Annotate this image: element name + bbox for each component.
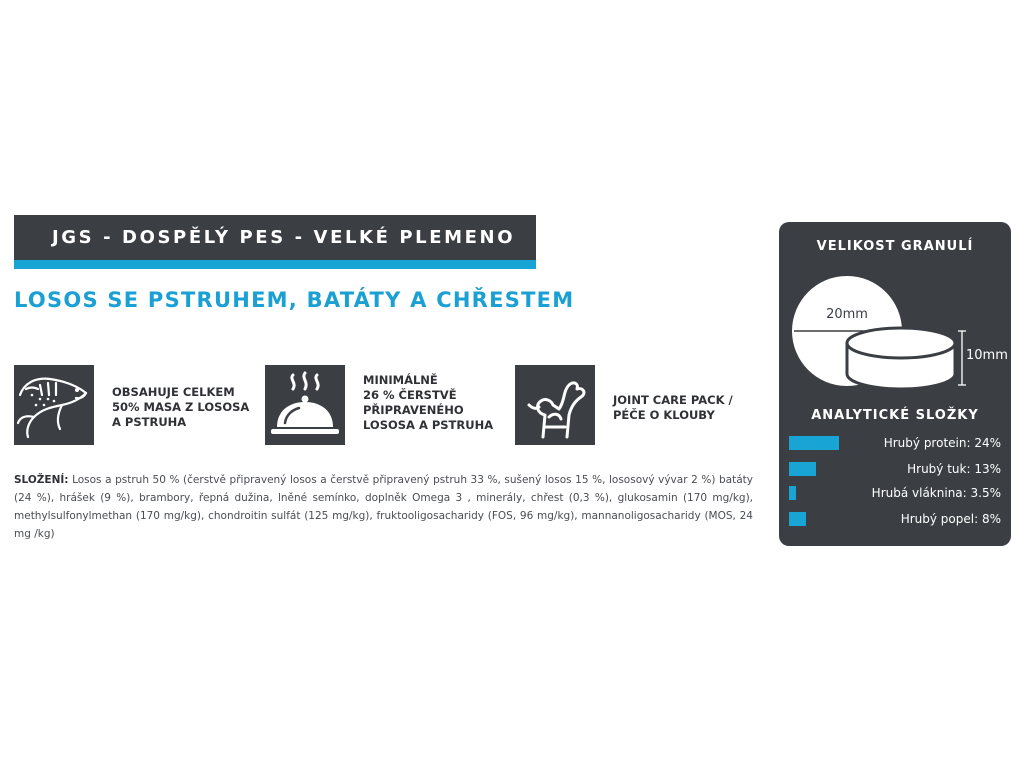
cloche-icon [265, 365, 345, 445]
banner-accent-stripe [14, 260, 536, 269]
ash-bar [789, 512, 806, 526]
product-line-title: JGS - DOSPĚLÝ PES - VELKÉ PLEMENO [52, 227, 516, 248]
kibble-diameter-label: 20mm [826, 307, 868, 322]
fiber-bar [789, 486, 796, 500]
feature-meat-content [14, 365, 249, 445]
product-line-banner [14, 215, 536, 260]
fat-bar [789, 462, 816, 476]
composition-ingredients: Losos a pstruh 50 % (čerstvě připravený losos a čerstvě připravený pstruh 33 %, sušený losos 15 %, lososový vývar 2 %) batáty (24 %), hrášek (9 %), brambory, řepná dužina, lněné semínko, doplněk Omega 3 , minerály, chřest (0,3 %), glukosamin (170 mg/kg), methylsulfonylmethan (170 mg/kg), chondroitin sulfát (125 mg/kg), fruktooligosacharidy (FOS, 96 mg/kg), mannanoligosacharidy (MOS, 24 mg /kg) [14, 474, 753, 540]
fat-label: Hrubý tuk: 13% [907, 462, 1001, 476]
nutrition-panel [779, 222, 1011, 546]
protein-bar [789, 436, 839, 450]
composition-label: SLOŽENÍ: [14, 474, 69, 486]
feature-joint-text: JOINT CARE PACK / PÉČE O KLOUBY [613, 393, 733, 422]
kibble-size-title: VELIKOST GRANULÍ [816, 239, 974, 254]
feature-fresh-content [265, 365, 493, 445]
feature-fresh-text: MINIMÁLNĚ 26 % ČERSTVĚ PŘIPRAVENÉHO LOSOSA A PSTRUHA [363, 373, 494, 432]
composition-text [14, 471, 753, 543]
analysis-title: ANALYTICKÉ SLOŽKY [811, 408, 979, 423]
product-name: LOSOS SE PSTRUHEM, BATÁTY A CHŘESTEM [14, 288, 575, 312]
feature-meat-text: OBSAHUJE CELKEM 50% MASA Z LOSOSA A PSTRUHA [112, 385, 250, 429]
salmon-icon [14, 365, 94, 445]
feature-joint-care [515, 365, 733, 445]
ash-label: Hrubý popel: 8% [900, 512, 1001, 526]
protein-label: Hrubý protein: 24% [883, 436, 1001, 450]
fiber-label: Hrubá vláknina: 3.5% [871, 486, 1001, 500]
kibble-illustration [779, 222, 1011, 402]
joint-icon [515, 365, 595, 445]
kibble-height-label: 10mm [966, 348, 1008, 363]
